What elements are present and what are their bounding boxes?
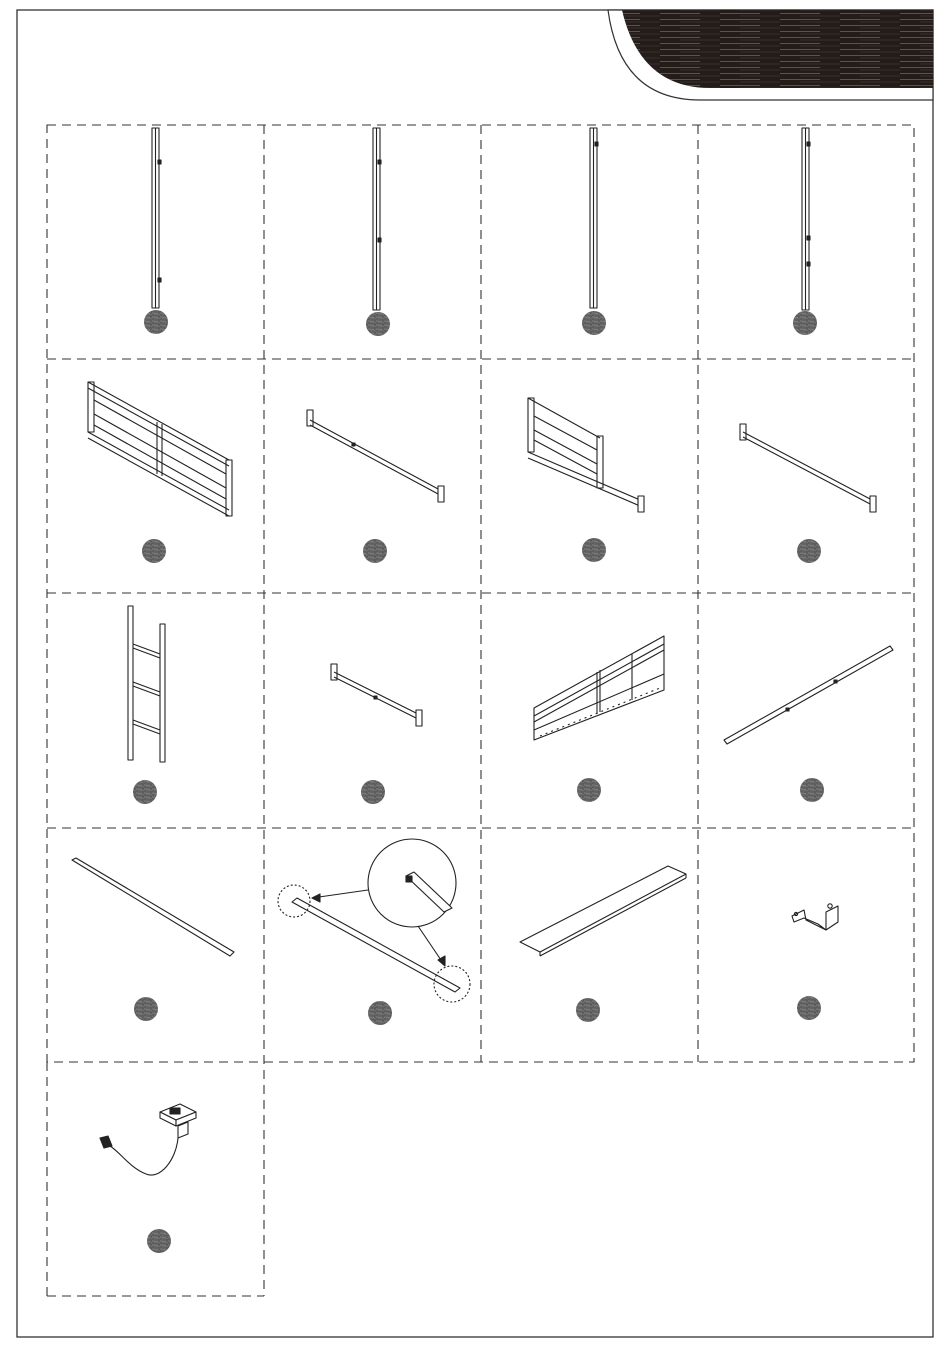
part-badge-7: [582, 538, 606, 562]
bed-post-2-icon: [373, 128, 381, 310]
part-badge-11: [577, 778, 601, 802]
bracket-icon: [792, 904, 838, 930]
short-rail-icon: [331, 664, 422, 726]
side-rail-2-icon: [740, 424, 876, 512]
part-badge-1: [144, 310, 168, 334]
part-badge-10: [361, 780, 385, 804]
headboard-panel-icon: [88, 382, 232, 516]
part-badge-14: [368, 1001, 392, 1025]
bed-post-1-icon: [152, 128, 161, 308]
bar-with-detail-icon: [278, 839, 470, 1002]
long-rail-icon: [724, 646, 893, 744]
usb-power-outlet-icon: [100, 1104, 196, 1175]
part-badge-8: [797, 539, 821, 563]
bed-post-3-icon: [590, 128, 598, 308]
part-badge-17: [147, 1229, 171, 1253]
ladder-icon: [128, 606, 165, 762]
slat-bar-icon: [72, 858, 234, 956]
part-badge-16: [797, 996, 821, 1020]
part-badge-2: [366, 312, 390, 336]
footboard-panel-icon: [528, 398, 644, 512]
header-bar: [608, 10, 933, 100]
guard-rail-icon: [534, 636, 664, 740]
side-rail-1-icon: [307, 410, 444, 502]
part-badge-12: [800, 778, 824, 802]
part-badge-13: [134, 997, 158, 1021]
part-badge-5: [142, 539, 166, 563]
part-badge-15: [576, 998, 600, 1022]
part-badge-3: [582, 311, 606, 335]
shelf-board-icon: [520, 866, 686, 956]
part-badge-4: [793, 311, 817, 335]
part-badge-9: [133, 780, 157, 804]
part-badge-6: [363, 539, 387, 563]
part-badges: [133, 310, 824, 1253]
bed-post-4-icon: [802, 128, 810, 310]
